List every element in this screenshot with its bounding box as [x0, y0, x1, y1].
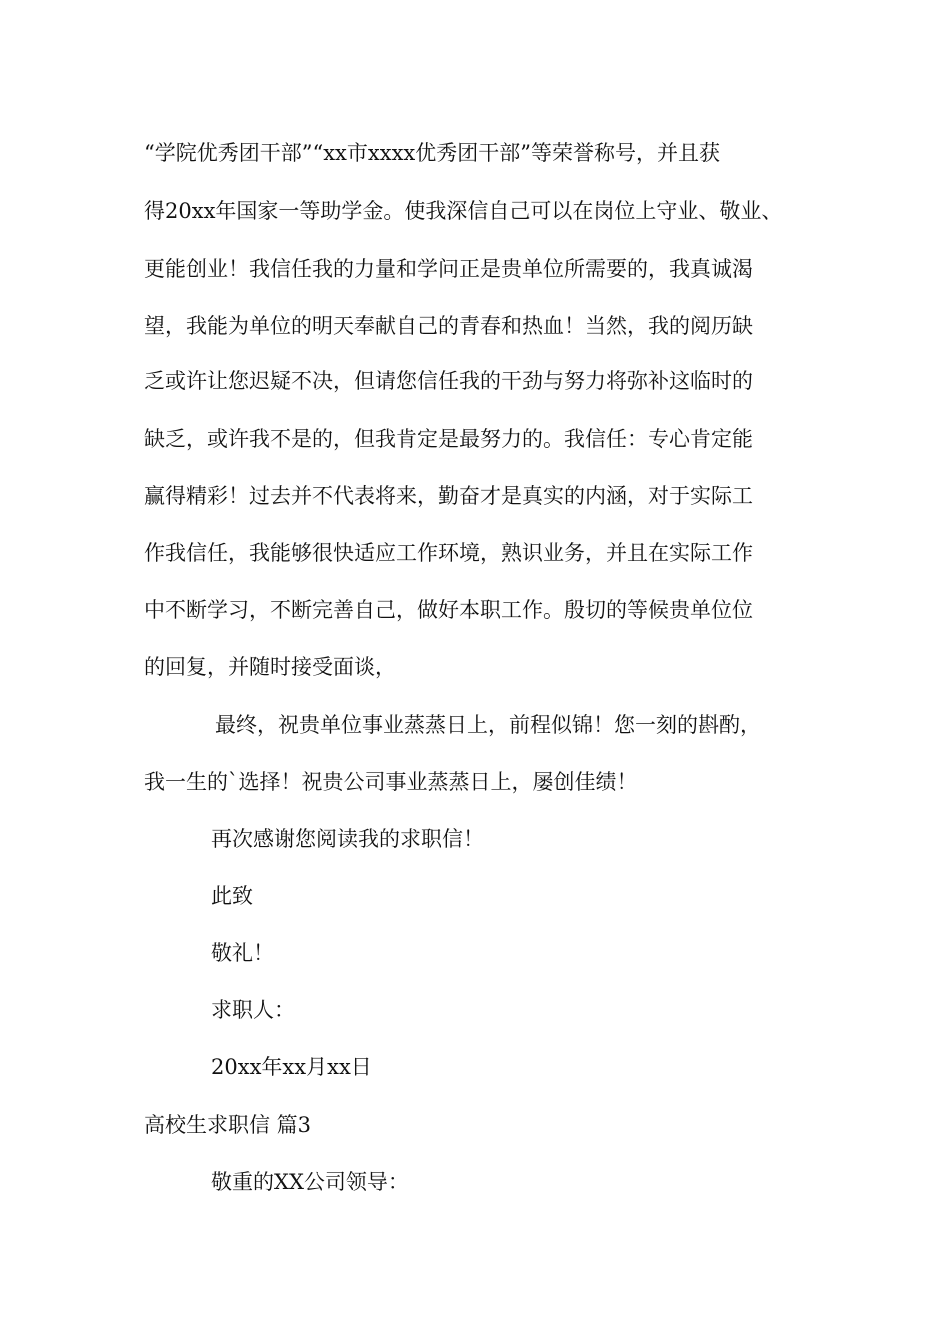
- thanks-line: 再次感谢您阅读我的求职信！: [211, 827, 484, 851]
- body-line: 的回复，并随时接受面谈，: [144, 655, 396, 679]
- salutation-line: 敬礼！: [211, 941, 274, 965]
- applicant-label: 求职人：: [211, 998, 295, 1022]
- closing-line: 最终，祝贵单位事业蒸蒸日上，前程似锦！您一刻的斟酌，: [215, 713, 761, 737]
- date-line: 20xx年xx月xx日: [211, 1055, 372, 1079]
- closing-line: 我一生的`选择！祝贵公司事业蒸蒸日上，屡创佳绩！: [144, 770, 638, 794]
- body-line: 赢得精彩！过去并不代表将来，勤奋才是真实的内涵，对于实际工: [144, 484, 753, 508]
- body-line: 缺乏，或许我不是的，但我肯定是最努力的。我信任：专心肯定能: [144, 427, 753, 451]
- body-line: 更能创业！我信任我的力量和学问正是贵单位所需要的，我真诚渴: [144, 257, 753, 281]
- body-line: 乏或许让您迟疑不决，但请您信任我的干劲与努力将弥补这临时的: [144, 369, 753, 393]
- body-line: “学院优秀团干部”“xx市xxxx优秀团干部”等荣誉称号，并且获: [144, 141, 721, 165]
- section-title: 高校生求职信 篇3: [144, 1113, 312, 1137]
- salutation-line: 此致: [211, 884, 253, 908]
- greeting-line: 敬重的XX公司领导：: [211, 1170, 409, 1194]
- body-line: 望，我能为单位的明天奉献自己的青春和热血！当然，我的阅历缺: [144, 314, 753, 338]
- body-line: 作我信任，我能够很快适应工作环境，熟识业务，并且在实际工作: [144, 541, 753, 565]
- body-line: 中不断学习，不断完善自己，做好本职工作。殷切的等候贵单位位: [144, 598, 753, 622]
- body-line: 得20xx年国家一等助学金。使我深信自己可以在岗位上守业、敬业、: [144, 199, 783, 223]
